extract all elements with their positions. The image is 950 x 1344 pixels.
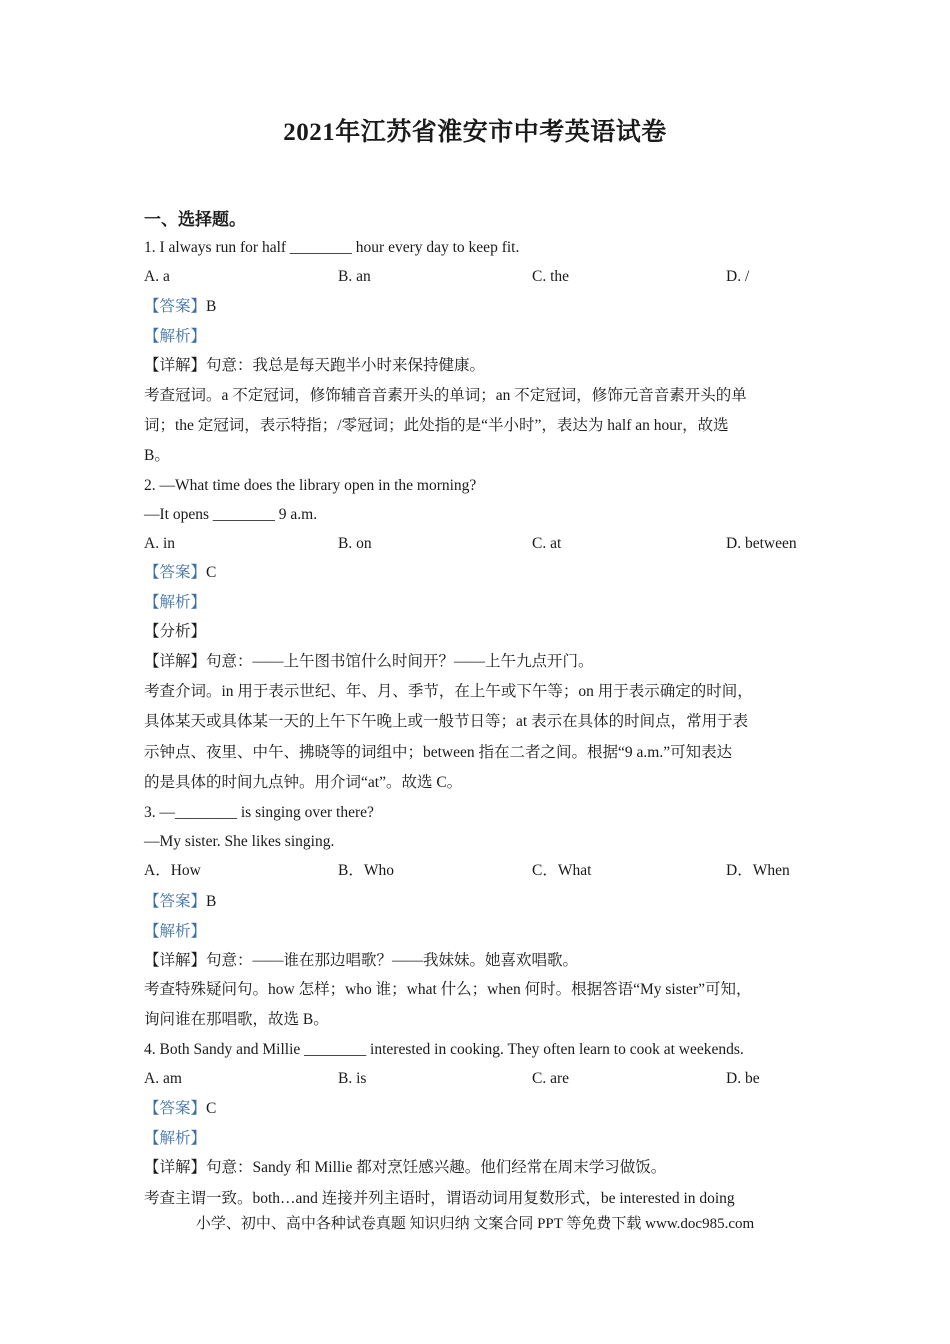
q3-option-d: D．When [726, 862, 790, 879]
detail-text: 句意：——谁在那边唱歌？——我妹妹。她喜欢唱歌。 [206, 952, 579, 969]
question-2-stem-reply: —It opens ________ 9 a.m. [144, 506, 318, 523]
q4-option-b: B. is [338, 1070, 367, 1087]
q1-detail [144, 356, 485, 376]
answer-tag: 【答案】 [144, 298, 207, 315]
detail-tag: 【详解】 [144, 357, 207, 374]
question-2-stem: 2. —What time does the library open in the morning? [144, 477, 477, 494]
q2-analysis-tag: 【解析】 [144, 594, 207, 611]
q3-option-a: A．How [144, 862, 201, 879]
question-3-stem-reply: —My sister. She likes singing. [144, 833, 335, 850]
q4-detail [144, 1158, 666, 1178]
q4-explain-line: 考查主谓一致。both…and 连接并列主语时，谓语动词用复数形式，be interested in doing [144, 1190, 735, 1207]
q1-option-a: A. a [144, 268, 170, 285]
q1-option-c: C. the [532, 268, 570, 285]
q3-explain-line: 询问谁在那唱歌，故选 B。 [144, 1011, 329, 1028]
question-3-stem: 3. —________ is singing over there? [144, 804, 374, 821]
page-footer: 小学、初中、高中各种试卷真题 知识归纳 文案合同 PPT 等免费下载 www.doc985.com [195, 1216, 755, 1232]
q4-option-a: A. am [144, 1070, 182, 1087]
q2-explain-line: 具体某天或具体某一天的上午下午晚上或一般节日等；at 表示在具体的时间点，常用于表 [144, 713, 749, 730]
q4-answer [144, 1099, 216, 1119]
section-heading: 一、选择题。 [144, 210, 246, 229]
q3-option-b: B．Who [338, 862, 394, 879]
question-4-stem: 4. Both Sandy and Millie ________ interested in cooking. They often learn to cook at weekends. [144, 1041, 744, 1058]
q2-explain-line: 示钟点、夜里、中午、拂晓等的词组中；between 指在二者之间。根据“9 a.m.”可知表达 [144, 744, 733, 761]
q2-detail [144, 652, 594, 672]
q3-analysis-tag: 【解析】 [144, 923, 207, 940]
answer-tag: 【答案】 [144, 1100, 207, 1117]
q2-fenxi-tag: 【分析】 [144, 623, 207, 640]
q2-option-c: C. at [532, 535, 562, 552]
q2-explain-line: 考查介词。in 用于表示世纪、年、月、季节，在上午或下午等；on 用于表示确定的时间， [144, 683, 753, 700]
answer-value: B [206, 893, 217, 910]
q3-option-c: C．What [532, 862, 592, 879]
answer-tag: 【答案】 [144, 893, 207, 910]
detail-tag: 【详解】 [144, 1159, 207, 1176]
q1-analysis-tag: 【解析】 [144, 328, 207, 345]
q2-option-d: D. between [726, 535, 797, 552]
q4-option-c: C. are [532, 1070, 570, 1087]
answer-value: C [206, 564, 217, 581]
q1-answer [144, 297, 216, 317]
page-title: 2021年江苏省淮安市中考英语试卷 [283, 119, 667, 146]
detail-text: 句意：我总是每天跑半小时来保持健康。 [206, 357, 486, 374]
q1-explain-line: 考查冠词。a 不定冠词，修饰辅音音素开头的单词；an 不定冠词，修饰元音音素开头的单 [144, 387, 747, 404]
q2-answer [144, 563, 216, 583]
q4-analysis-tag: 【解析】 [144, 1130, 207, 1147]
q4-option-d: D. be [726, 1070, 760, 1087]
answer-value: C [206, 1100, 217, 1117]
answer-value: B [206, 298, 217, 315]
q1-explain-line: 词；the 定冠词，表示特指；/零冠词；此处指的是“半小时”，表达为 half an hour，故选 [144, 417, 729, 434]
q3-explain-line: 考查特殊疑问句。how 怎样；who 谁；what 什么；when 何时。根据答语“My sister”可知， [144, 981, 752, 998]
detail-text: 句意：——上午图书馆什么时间开？——上午九点开门。 [206, 653, 594, 670]
question-1-stem: 1. I always run for half ________ hour every day to keep fit. [144, 239, 520, 256]
q1-option-d: D. / [726, 268, 750, 285]
detail-tag: 【详解】 [144, 952, 207, 969]
q3-detail [144, 951, 578, 971]
q1-option-b: B. an [338, 268, 371, 285]
q1-explain-line: B。 [144, 447, 170, 464]
answer-tag: 【答案】 [144, 564, 207, 581]
q2-option-a: A. in [144, 535, 175, 552]
q3-answer [144, 892, 216, 912]
detail-text: 句意：Sandy 和 Millie 都对烹饪感兴趣。他们经常在周末学习做饭。 [206, 1159, 667, 1176]
q2-explain-line: 的是具体的时间九点钟。用介词“at”。故选 C。 [144, 774, 463, 791]
q2-option-b: B. on [338, 535, 372, 552]
detail-tag: 【详解】 [144, 653, 207, 670]
